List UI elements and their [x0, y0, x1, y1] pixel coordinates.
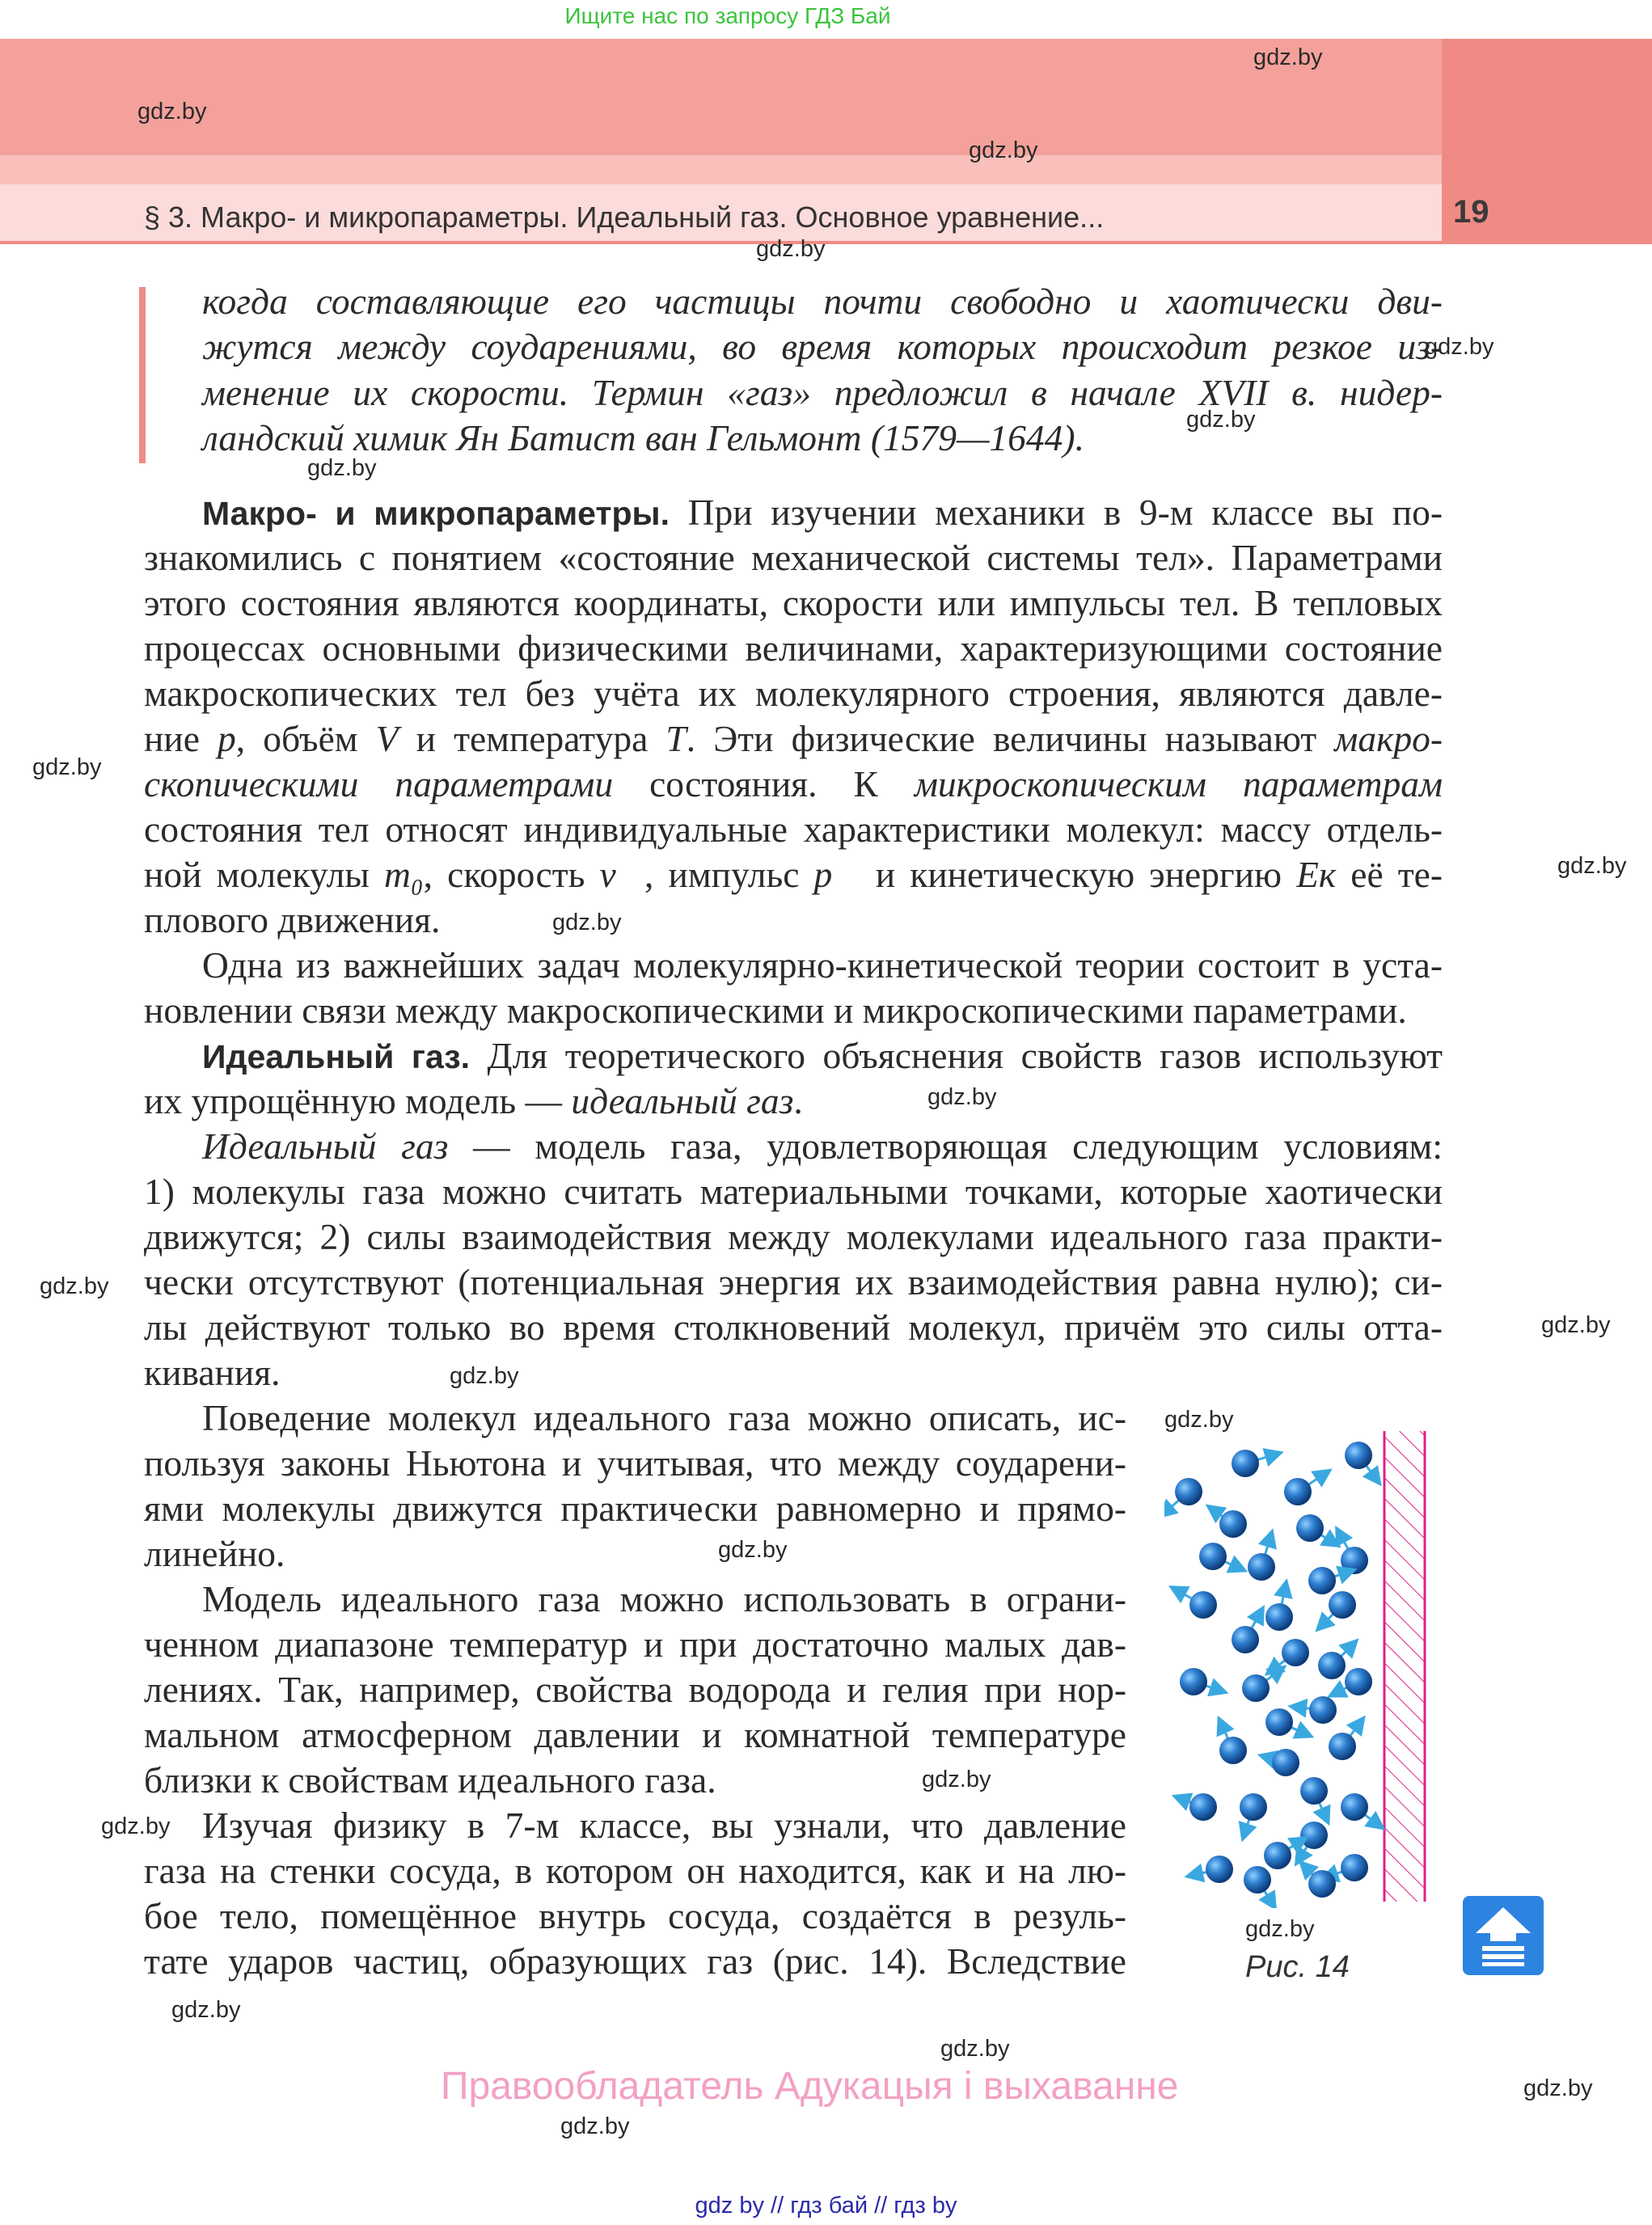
paragraph-line: состояния тел относят индивидуальные характеристики молекул: массу отдель- [144, 809, 1443, 850]
watermark: gdz.by [101, 1813, 171, 1839]
vessel-wall [1384, 1431, 1425, 1902]
paragraph-line: 1) молекулы газа можно считать материальными точками, которые хаотически [144, 1171, 1443, 1212]
molecule [1345, 1442, 1372, 1469]
paragraph-line: мальном атмосферном давлении и комнатной температуре [144, 1714, 1126, 1755]
paragraph-line: этого состояния являются координаты, скорости или импульсы тел. В тепловых [144, 582, 1443, 623]
paragraph-line: их упрощённую модель — идеальный газ. [144, 1080, 803, 1121]
molecule [1240, 1793, 1267, 1821]
paragraph-line: чески отсутствуют (потенциальная энергия их взаимодействия равна нулю); си- [144, 1261, 1443, 1302]
molecule [1300, 1777, 1328, 1805]
watermark: gdz.by [1253, 44, 1323, 70]
paragraph-line: Изучая физику в 7-м классе, вы узнали, что давление [202, 1805, 1126, 1846]
watermark: gdz.by [940, 2036, 1010, 2062]
molecule [1264, 1842, 1291, 1869]
paragraph-line: знакомились с понятием «состояние механической системы тел». Параметрами [144, 537, 1443, 578]
paragraph-line: линейно. [144, 1533, 285, 1574]
paragraph-line: близки к свойствам идеального газа. [144, 1759, 716, 1801]
paragraph-line: движутся; 2) силы взаимодействия между молекулами идеального газа практи- [144, 1216, 1443, 1257]
paragraph-line: Макро- и микропараметры. При изучении механики в 9-м классе вы по- [202, 492, 1443, 533]
molecule [1180, 1668, 1207, 1695]
paragraph-line: кивания. [144, 1352, 281, 1393]
watermark: gdz.by [32, 754, 102, 780]
watermark: gdz.by [1425, 334, 1494, 360]
arrow-up-icon [1463, 1896, 1544, 1975]
watermark: gdz.by [552, 910, 622, 935]
watermark: gdz.by [1245, 1916, 1315, 1942]
molecule [1272, 1749, 1299, 1776]
molecule [1232, 1450, 1259, 1477]
quote-line: жутся между соударениями, во время которых происходит резкое из- [202, 326, 1443, 367]
paragraph-line: лениях. Так, например, свойства водорода и гелия при нор- [144, 1669, 1126, 1710]
paragraph-line: Модель идеального газа можно использовать в ограни- [202, 1578, 1126, 1619]
header-rule [0, 241, 1652, 244]
paragraph-line: ной молекулы m₀, скорость v⃗, импульс p⃗ и кинетическую энергию Eк её те- [144, 854, 1443, 895]
paragraph-line: ченном диапазоне температур и при достаточно малых дав- [144, 1623, 1126, 1665]
watermark: gdz.by [171, 1997, 241, 2023]
quote-bar [139, 287, 146, 463]
paragraph-line: новлении связи между макроскопическими и микроскопическими параметрами. [144, 990, 1407, 1031]
molecule [1308, 1870, 1336, 1898]
header-band-light [0, 155, 1442, 184]
watermark: gdz.by [1164, 1407, 1234, 1433]
paragraph-line: скопическими параметрами состояния. К микроскопическим параметрам [144, 763, 1443, 804]
copyright-owner: Правообладатель Адукацыя і выхаванне [441, 2065, 1179, 2108]
page-number: 19 [1453, 194, 1489, 230]
molecule [1219, 1737, 1247, 1764]
scroll-up-button[interactable] [1463, 1896, 1544, 1975]
paragraph-line: плового движения. [144, 899, 441, 940]
molecule [1265, 1603, 1293, 1631]
molecule [1175, 1478, 1202, 1505]
paragraph-line: лы действуют только во время столкновений молекул, причём это силы отта- [144, 1307, 1443, 1348]
molecule [1341, 1793, 1368, 1821]
molecule [1248, 1553, 1275, 1581]
quote-line: когда составляющие его частицы почти свободно и хаотически дви- [202, 281, 1443, 322]
paragraph-line: макроскопических тел без учёта их молекулярного строения, являются давле- [144, 673, 1443, 714]
watermark: gdz.by [1557, 853, 1627, 879]
molecule [1308, 1567, 1336, 1594]
molecule [1206, 1856, 1233, 1883]
watermark: gdz.by [560, 2113, 630, 2139]
molecule [1318, 1652, 1346, 1679]
figure-ideal-gas-molecules [1164, 1423, 1456, 1908]
watermark: gdz.by [1523, 2075, 1593, 2101]
molecule [1282, 1639, 1309, 1666]
section-heading: Макро- и микропараметры. [202, 495, 670, 532]
watermark: gdz.by [137, 99, 207, 125]
paragraph-line: тате ударов частиц, образующих газ (рис. 14). Вследствие [144, 1940, 1126, 1982]
watermark: gdz.by [718, 1537, 788, 1563]
quote-line: ландский химик Ян Батист ван Гельмонт (1579—1644). [202, 417, 1084, 458]
molecule [1244, 1866, 1271, 1894]
paragraph-line: пользуя законы Ньютона и учитывая, что между соударени- [144, 1442, 1126, 1484]
molecule [1341, 1854, 1368, 1881]
molecule [1265, 1708, 1293, 1736]
molecule [1341, 1547, 1368, 1574]
molecule [1284, 1478, 1312, 1505]
watermark: gdz.by [1186, 407, 1256, 433]
watermark: gdz.by [927, 1084, 997, 1110]
search-hint: Ищите нас по запросу ГДЗ Бай [564, 3, 891, 28]
paragraph-line: газа на стенки сосуда, в котором он находится, как и на лю- [144, 1850, 1126, 1891]
paragraph-line: ями молекулы движутся практически равномерно и прямо- [144, 1488, 1126, 1529]
quote-line: менение их скорости. Термин «газ» предложил в начале XVII в. нидер- [202, 372, 1443, 413]
watermark: gdz.by [1541, 1312, 1611, 1338]
molecule [1189, 1793, 1217, 1821]
molecule [1309, 1696, 1337, 1724]
paragraph-line: Идеальный газ. Для теоретического объяснения свойств газов используют [202, 1035, 1443, 1076]
molecule [1345, 1668, 1372, 1695]
paragraph-line: Одна из важнейших задач молекулярно-кинетической теории состоит в уста- [202, 944, 1443, 986]
section-heading: Идеальный газ. [202, 1038, 471, 1075]
paragraph-line: процессах основными физическими величинами, характеризующими состояние [144, 627, 1443, 669]
molecule [1232, 1626, 1259, 1653]
header-band [0, 39, 1442, 155]
watermark: gdz.by [450, 1363, 519, 1389]
paragraph-line: бое тело, помещённое внутрь сосуда, создаётся в резуль- [144, 1895, 1126, 1936]
molecule [1219, 1510, 1247, 1538]
molecule [1300, 1822, 1328, 1849]
molecule [1189, 1591, 1217, 1619]
molecule [1329, 1591, 1356, 1619]
paragraph-line: Идеальный газ — модель газа, удовлетворяющая следующим условиям: [202, 1125, 1443, 1167]
paragraph-line: ние p, объём V и температура T. Эти физические величины называют макро- [144, 718, 1443, 759]
watermark: gdz.by [307, 455, 377, 481]
watermark: gdz.by [40, 1273, 109, 1299]
running-head: § 3. Макро- и микропараметры. Идеальный газ. Основное уравнение... [144, 201, 1105, 234]
watermark: gdz.by [756, 236, 826, 262]
molecule [1199, 1543, 1227, 1570]
footer-links[interactable]: gdz by // гдз бай // гдз by [695, 2193, 957, 2219]
molecule [1296, 1514, 1324, 1542]
molecule [1329, 1733, 1356, 1760]
paragraph-line: Поведение молекул идеального газа можно описать, ис- [202, 1397, 1126, 1438]
watermark: gdz.by [922, 1767, 991, 1792]
molecule [1242, 1674, 1270, 1702]
figure-caption: Рис. 14 [1245, 1950, 1350, 1984]
watermark: gdz.by [969, 137, 1038, 163]
